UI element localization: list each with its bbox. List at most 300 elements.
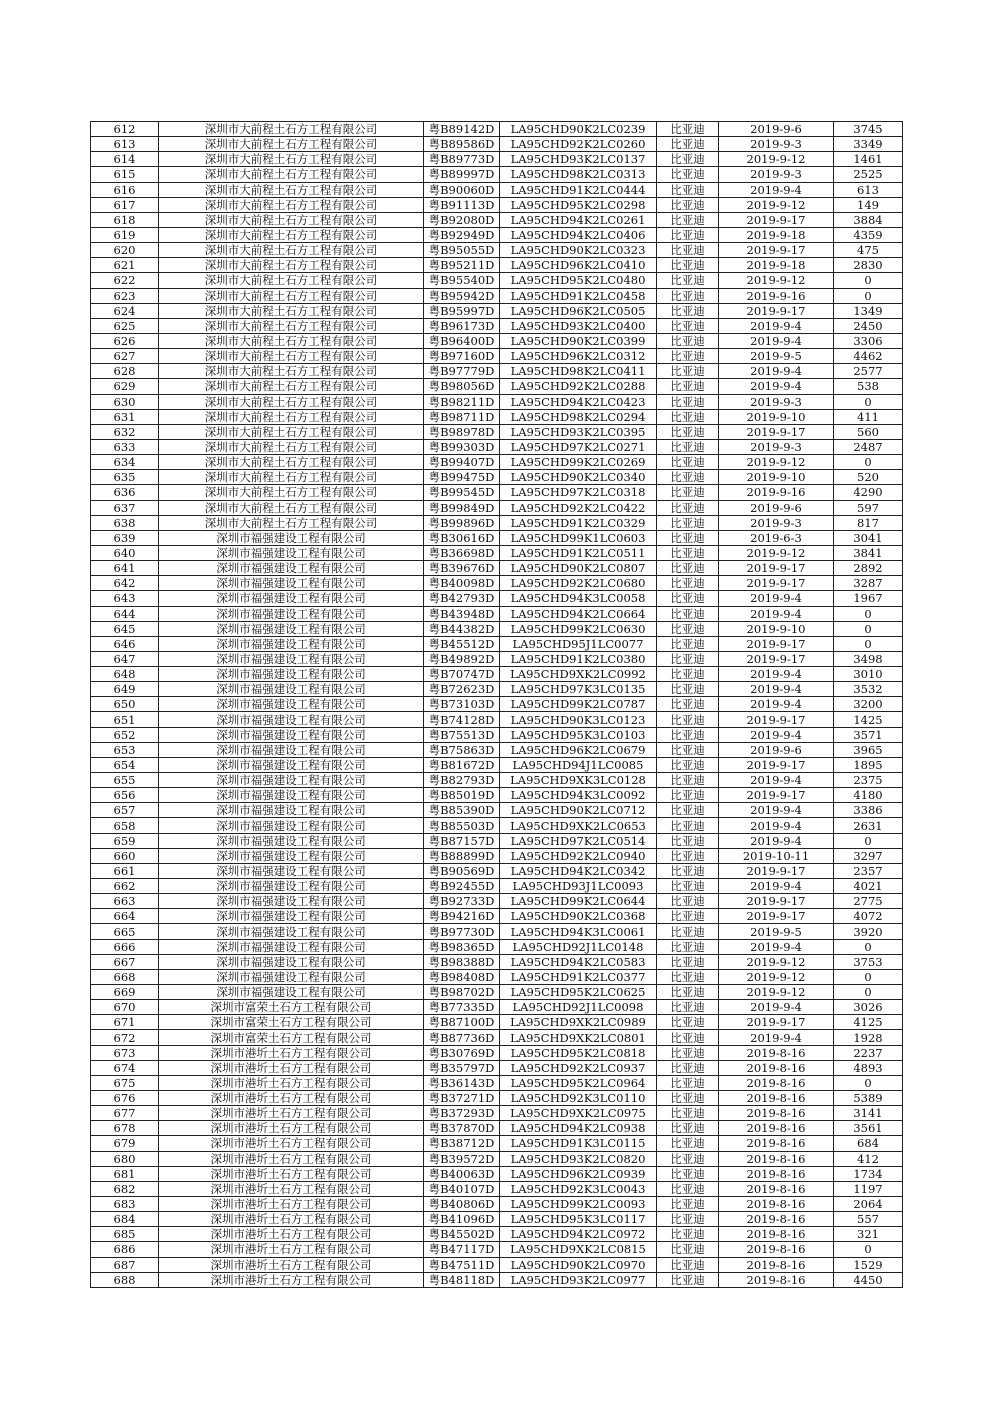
plate-number: 粤B45502D [424,1227,500,1242]
value: 557 [834,1212,903,1227]
table-row [91,394,903,409]
vin-code: LA95CHD93J1LC0093 [500,879,657,894]
date: 2019-9-4 [719,1030,834,1045]
date: 2019-9-17 [719,1015,834,1030]
row-index: 643 [91,591,159,606]
brand: 比亚迪 [657,439,719,454]
date: 2019-9-4 [719,879,834,894]
plate-number: 粤B39676D [424,561,500,576]
company-name: 深圳市福强建设工程有限公司 [159,909,424,924]
plate-number: 粤B98211D [424,394,500,409]
row-index: 688 [91,1272,159,1287]
date: 2019-9-4 [719,939,834,954]
company-name: 深圳市福强建设工程有限公司 [159,894,424,909]
value: 3041 [834,530,903,545]
company-name: 深圳市港圻土石方工程有限公司 [159,1166,424,1181]
date: 2019-9-4 [719,379,834,394]
date: 2019-9-4 [719,833,834,848]
value: 2237 [834,1045,903,1060]
table-row [91,1075,903,1090]
row-index: 641 [91,561,159,576]
value: 3386 [834,803,903,818]
plate-number: 粤B98978D [424,424,500,439]
date: 2019-9-17 [719,894,834,909]
table-row [91,333,903,348]
company-name: 深圳市大前程土石方工程有限公司 [159,258,424,273]
vin-code: LA95CHD99K2LC0787 [500,697,657,712]
company-name: 深圳市福强建设工程有限公司 [159,954,424,969]
value: 2892 [834,561,903,576]
value: 3532 [834,682,903,697]
company-name: 深圳市港圻土石方工程有限公司 [159,1227,424,1242]
company-name: 深圳市大前程土石方工程有限公司 [159,227,424,242]
value: 3306 [834,333,903,348]
date: 2019-9-4 [719,591,834,606]
vin-code: LA95CHD94K2LC0406 [500,227,657,242]
plate-number: 粤B36143D [424,1075,500,1090]
plate-number: 粤B90060D [424,182,500,197]
brand: 比亚迪 [657,1015,719,1030]
date: 2019-9-17 [719,212,834,227]
plate-number: 粤B98388D [424,954,500,969]
plate-number: 粤B30769D [424,1045,500,1060]
plate-number: 粤B90569D [424,863,500,878]
vin-code: LA95CHD92K3LC0110 [500,1091,657,1106]
value: 0 [834,621,903,636]
company-name: 深圳市港圻土石方工程有限公司 [159,1212,424,1227]
plate-number: 粤B89773D [424,152,500,167]
date: 2019-9-18 [719,258,834,273]
vin-code: LA95CHD93K2LC0395 [500,424,657,439]
row-index: 677 [91,1106,159,1121]
row-index: 676 [91,1091,159,1106]
table-row [91,530,903,545]
row-index: 681 [91,1166,159,1181]
vin-code: LA95CHD92J1LC0098 [500,1000,657,1015]
date: 2019-9-12 [719,197,834,212]
brand: 比亚迪 [657,803,719,818]
table-row [91,182,903,197]
value: 1197 [834,1181,903,1196]
table-row [91,197,903,212]
company-name: 深圳市大前程土石方工程有限公司 [159,273,424,288]
vin-code: LA95CHD90K2LC0368 [500,909,657,924]
vin-code: LA95CHD91K2LC0380 [500,651,657,666]
value: 0 [834,288,903,303]
plate-number: 粤B75863D [424,742,500,757]
plate-number: 粤B99849D [424,500,500,515]
row-index: 679 [91,1136,159,1151]
company-name: 深圳市福强建设工程有限公司 [159,939,424,954]
table-row [91,1196,903,1211]
table-row [91,167,903,182]
value: 560 [834,424,903,439]
vin-code: LA95CHD95K2LC0964 [500,1075,657,1090]
vin-code: LA95CHD94K2LC0583 [500,954,657,969]
plate-number: 粤B47511D [424,1257,500,1272]
row-index: 675 [91,1075,159,1090]
row-index: 636 [91,485,159,500]
row-index: 613 [91,137,159,152]
company-name: 深圳市港圻土石方工程有限公司 [159,1045,424,1060]
plate-number: 粤B98365D [424,939,500,954]
value: 4125 [834,1015,903,1030]
plate-number: 粤B82793D [424,773,500,788]
value: 538 [834,379,903,394]
value: 2577 [834,364,903,379]
brand: 比亚迪 [657,1075,719,1090]
brand: 比亚迪 [657,1227,719,1242]
brand: 比亚迪 [657,848,719,863]
company-name: 深圳市大前程土石方工程有限公司 [159,515,424,530]
row-index: 684 [91,1212,159,1227]
plate-number: 粤B85390D [424,803,500,818]
plate-number: 粤B41096D [424,1212,500,1227]
brand: 比亚迪 [657,1257,719,1272]
company-name: 深圳市福强建设工程有限公司 [159,651,424,666]
row-index: 673 [91,1045,159,1060]
vin-code: LA95CHD93K2LC0820 [500,1151,657,1166]
brand: 比亚迪 [657,606,719,621]
row-index: 616 [91,182,159,197]
table-row [91,969,903,984]
plate-number: 粤B30616D [424,530,500,545]
plate-number: 粤B87736D [424,1030,500,1045]
brand: 比亚迪 [657,470,719,485]
vin-code: LA95CHD94K2LC0342 [500,863,657,878]
date: 2019-9-17 [719,788,834,803]
table-row [91,212,903,227]
table-row [91,470,903,485]
row-index: 646 [91,636,159,651]
value: 3745 [834,122,903,137]
vin-code: LA95CHD90K2LC0399 [500,333,657,348]
plate-number: 粤B92455D [424,879,500,894]
value: 1529 [834,1257,903,1272]
value: 817 [834,515,903,530]
vin-code: LA95CHD94K2LC0261 [500,212,657,227]
row-index: 685 [91,1227,159,1242]
company-name: 深圳市大前程土石方工程有限公司 [159,349,424,364]
row-index: 678 [91,1121,159,1136]
vin-code: LA95CHD97K2LC0514 [500,833,657,848]
vin-code: LA95CHD95K2LC0480 [500,273,657,288]
brand: 比亚迪 [657,576,719,591]
plate-number: 粤B99475D [424,470,500,485]
date: 2019-9-17 [719,909,834,924]
plate-number: 粤B39572D [424,1151,500,1166]
company-name: 深圳市福强建设工程有限公司 [159,803,424,818]
row-index: 624 [91,303,159,318]
vin-code: LA95CHD92K2LC0288 [500,379,657,394]
brand: 比亚迪 [657,939,719,954]
company-name: 深圳市福强建设工程有限公司 [159,848,424,863]
table-row [91,227,903,242]
value: 1967 [834,591,903,606]
date: 2019-9-4 [719,1000,834,1015]
brand: 比亚迪 [657,561,719,576]
vin-code: LA95CHD95K2LC0818 [500,1045,657,1060]
row-index: 669 [91,985,159,1000]
date: 2019-9-6 [719,742,834,757]
value: 2830 [834,258,903,273]
company-name: 深圳市富荣土石方工程有限公司 [159,1015,424,1030]
brand: 比亚迪 [657,1212,719,1227]
company-name: 深圳市港圻土石方工程有限公司 [159,1272,424,1287]
value: 0 [834,969,903,984]
date: 2019-8-16 [719,1060,834,1075]
table-row [91,485,903,500]
company-name: 深圳市福强建设工程有限公司 [159,621,424,636]
brand: 比亚迪 [657,1060,719,1075]
vin-code: LA95CHD9XK2LC0975 [500,1106,657,1121]
company-name: 深圳市大前程土石方工程有限公司 [159,318,424,333]
plate-number: 粤B88899D [424,848,500,863]
value: 2525 [834,167,903,182]
plate-number: 粤B99545D [424,485,500,500]
brand: 比亚迪 [657,788,719,803]
plate-number: 粤B43948D [424,606,500,621]
vehicle-data-table [90,121,903,1288]
table-row [91,924,903,939]
company-name: 深圳市港圻土石方工程有限公司 [159,1091,424,1106]
table-row [91,1166,903,1181]
table-row [91,1181,903,1196]
row-index: 633 [91,439,159,454]
company-name: 深圳市福强建设工程有限公司 [159,863,424,878]
company-name: 深圳市富荣土石方工程有限公司 [159,1030,424,1045]
date: 2019-9-17 [719,863,834,878]
plate-number: 粤B87157D [424,833,500,848]
date: 2019-9-4 [719,697,834,712]
value: 0 [834,1075,903,1090]
vin-code: LA95CHD9XK2LC0815 [500,1242,657,1257]
plate-number: 粤B77335D [424,1000,500,1015]
value: 1895 [834,757,903,772]
vin-code: LA95CHD9XK3LC0128 [500,773,657,788]
company-name: 深圳市福强建设工程有限公司 [159,924,424,939]
value: 0 [834,985,903,1000]
row-index: 663 [91,894,159,909]
value: 0 [834,606,903,621]
value: 4893 [834,1060,903,1075]
row-index: 619 [91,227,159,242]
row-index: 615 [91,167,159,182]
brand: 比亚迪 [657,545,719,560]
plate-number: 粤B98056D [424,379,500,394]
plate-number: 粤B85503D [424,818,500,833]
brand: 比亚迪 [657,727,719,742]
company-name: 深圳市大前程土石方工程有限公司 [159,182,424,197]
table-row [91,545,903,560]
brand: 比亚迪 [657,318,719,333]
table-row [91,909,903,924]
company-name: 深圳市大前程土石方工程有限公司 [159,379,424,394]
table-row [91,409,903,424]
value: 2450 [834,318,903,333]
table-row [91,122,903,137]
company-name: 深圳市福强建设工程有限公司 [159,636,424,651]
value: 3753 [834,954,903,969]
vin-code: LA95CHD97K2LC0318 [500,485,657,500]
brand: 比亚迪 [657,742,719,757]
vin-code: LA95CHD90K2LC0323 [500,243,657,258]
value: 412 [834,1151,903,1166]
vin-code: LA95CHD99K2LC0269 [500,455,657,470]
table-row [91,833,903,848]
row-index: 671 [91,1015,159,1030]
vin-code: LA95CHD91K3LC0115 [500,1136,657,1151]
table-row [91,712,903,727]
value: 3287 [834,576,903,591]
date: 2019-8-16 [719,1242,834,1257]
brand: 比亚迪 [657,682,719,697]
vin-code: LA95CHD95J1LC0077 [500,636,657,651]
brand: 比亚迪 [657,773,719,788]
table-row [91,682,903,697]
date: 2019-8-16 [719,1136,834,1151]
brand: 比亚迪 [657,712,719,727]
table-row [91,1121,903,1136]
date: 2019-9-17 [719,303,834,318]
value: 2064 [834,1196,903,1211]
brand: 比亚迪 [657,137,719,152]
table-row [91,243,903,258]
date: 2019-8-16 [719,1272,834,1287]
vin-code: LA95CHD91K2LC0444 [500,182,657,197]
table-row [91,1106,903,1121]
date: 2019-9-12 [719,954,834,969]
vin-code: LA95CHD96K2LC0939 [500,1166,657,1181]
row-index: 651 [91,712,159,727]
vin-code: LA95CHD93K2LC0400 [500,318,657,333]
value: 3200 [834,697,903,712]
plate-number: 粤B75513D [424,727,500,742]
vin-code: LA95CHD99K2LC0093 [500,1196,657,1211]
table-row [91,379,903,394]
plate-number: 粤B49892D [424,651,500,666]
value: 0 [834,1242,903,1257]
table-row [91,1000,903,1015]
value: 411 [834,409,903,424]
company-name: 深圳市福强建设工程有限公司 [159,818,424,833]
date: 2019-9-17 [719,712,834,727]
table-row [91,727,903,742]
vin-code: LA95CHD91K2LC0511 [500,545,657,560]
vin-code: LA95CHD90K2LC0970 [500,1257,657,1272]
brand: 比亚迪 [657,409,719,424]
row-index: 682 [91,1181,159,1196]
row-index: 667 [91,954,159,969]
brand: 比亚迪 [657,530,719,545]
date: 2019-9-16 [719,485,834,500]
date: 2019-9-16 [719,288,834,303]
brand: 比亚迪 [657,651,719,666]
plate-number: 粤B45512D [424,636,500,651]
row-index: 662 [91,879,159,894]
plate-number: 粤B73103D [424,697,500,712]
value: 3349 [834,137,903,152]
table-row [91,954,903,969]
table-row [91,258,903,273]
brand: 比亚迪 [657,863,719,878]
company-name: 深圳市福强建设工程有限公司 [159,697,424,712]
vin-code: LA95CHD99K2LC0644 [500,894,657,909]
brand: 比亚迪 [657,303,719,318]
table-row [91,667,903,682]
vin-code: LA95CHD95K2LC0298 [500,197,657,212]
date: 2019-9-17 [719,651,834,666]
plate-number: 粤B96173D [424,318,500,333]
row-index: 622 [91,273,159,288]
plate-number: 粤B38712D [424,1136,500,1151]
row-index: 664 [91,909,159,924]
row-index: 687 [91,1257,159,1272]
vin-code: LA95CHD90K2LC0239 [500,122,657,137]
value: 597 [834,500,903,515]
row-index: 683 [91,1196,159,1211]
brand: 比亚迪 [657,757,719,772]
row-index: 638 [91,515,159,530]
date: 2019-9-3 [719,515,834,530]
plate-number: 粤B40098D [424,576,500,591]
company-name: 深圳市港圻土石方工程有限公司 [159,1257,424,1272]
plate-number: 粤B92733D [424,894,500,909]
value: 321 [834,1227,903,1242]
plate-number: 粤B81672D [424,757,500,772]
date: 2019-9-3 [719,394,834,409]
vin-code: LA95CHD94J1LC0085 [500,757,657,772]
vin-code: LA95CHD92K2LC0260 [500,137,657,152]
brand: 比亚迪 [657,394,719,409]
vin-code: LA95CHD98K2LC0294 [500,409,657,424]
vin-code: LA95CHD93K2LC0977 [500,1272,657,1287]
row-index: 644 [91,606,159,621]
value: 3141 [834,1106,903,1121]
company-name: 深圳市福强建设工程有限公司 [159,576,424,591]
row-index: 635 [91,470,159,485]
table-row [91,742,903,757]
vin-code: LA95CHD94K2LC0423 [500,394,657,409]
company-name: 深圳市大前程土石方工程有限公司 [159,394,424,409]
plate-number: 粤B42793D [424,591,500,606]
value: 3026 [834,1000,903,1015]
value: 520 [834,470,903,485]
plate-number: 粤B97730D [424,924,500,939]
brand: 比亚迪 [657,1106,719,1121]
value: 0 [834,939,903,954]
company-name: 深圳市福强建设工程有限公司 [159,727,424,742]
vin-code: LA95CHD94K2LC0938 [500,1121,657,1136]
brand: 比亚迪 [657,1196,719,1211]
table-row [91,137,903,152]
row-index: 686 [91,1242,159,1257]
row-index: 627 [91,349,159,364]
value: 3498 [834,651,903,666]
company-name: 深圳市港圻土石方工程有限公司 [159,1242,424,1257]
plate-number: 粤B95997D [424,303,500,318]
brand: 比亚迪 [657,667,719,682]
company-name: 深圳市福强建设工程有限公司 [159,742,424,757]
row-index: 661 [91,863,159,878]
company-name: 深圳市大前程土石方工程有限公司 [159,303,424,318]
date: 2019-9-12 [719,273,834,288]
company-name: 深圳市福强建设工程有限公司 [159,591,424,606]
table-row [91,636,903,651]
date: 2019-9-17 [719,243,834,258]
row-index: 626 [91,333,159,348]
company-name: 深圳市港圻土石方工程有限公司 [159,1151,424,1166]
